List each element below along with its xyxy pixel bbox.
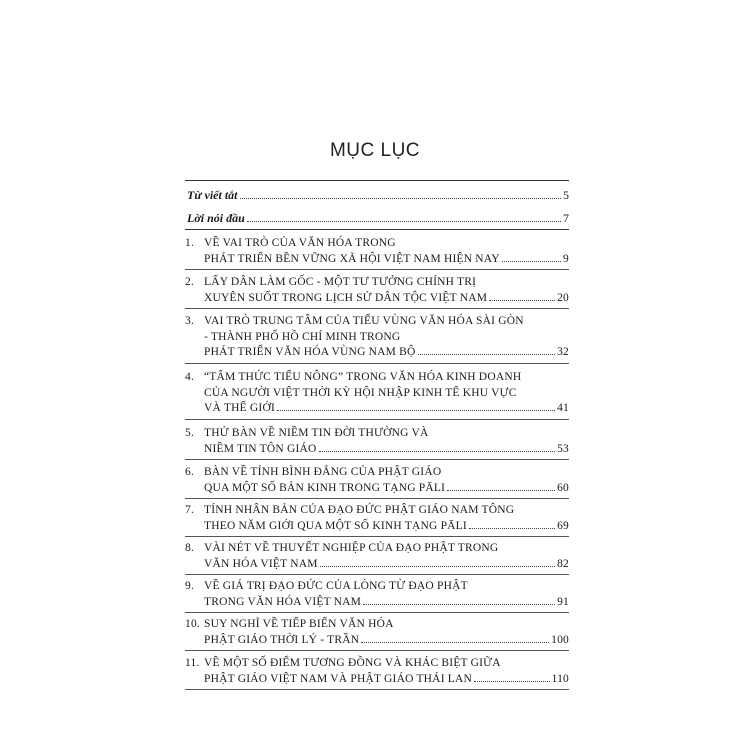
- toc-page-number: 9: [563, 252, 569, 265]
- dot-leader: [502, 261, 561, 262]
- toc-entry-title-line: THỬ BÀN VỀ NIỀM TIN ĐỜI THƯỜNG VÀ: [204, 427, 429, 439]
- toc-entry-title-line: QUA MỘT SỐ BẢN KINH TRONG TẠNG PĀLI: [204, 481, 446, 494]
- dot-leader: [277, 410, 555, 411]
- toc-entry-title-line: VỀ GIÁ TRỊ ĐẠO ĐỨC CỦA LÒNG TỪ ĐẠO PHẬT: [204, 580, 468, 592]
- dot-leader: [469, 528, 555, 529]
- dot-leader: [363, 604, 555, 605]
- toc-entry-number: 2.: [185, 276, 195, 288]
- toc-entry-title-line: XUYÊN SUỐT TRONG LỊCH SỬ DÂN TỘC VIỆT NAM: [204, 291, 488, 304]
- toc-entry-title-line: NIỀM TIN TÔN GIÁO: [204, 442, 317, 455]
- toc-entry-1[interactable]: [185, 236, 569, 270]
- dot-leader: [240, 198, 561, 199]
- toc-entry-8[interactable]: [185, 541, 569, 575]
- toc-page-number: 110: [551, 672, 569, 685]
- dot-leader: [474, 681, 550, 682]
- toc-entry-number: 11.: [185, 657, 200, 669]
- toc-entry-number: 8.: [185, 542, 195, 554]
- toc-entry-number: 6.: [185, 466, 195, 478]
- toc-entry-title-line: PHÁT TRIỂN BỀN VỮNG XÃ HỘI VIỆT NAM HIỆN NAY: [204, 252, 500, 265]
- toc-page-number: 41: [557, 402, 569, 414]
- dot-leader: [320, 566, 555, 567]
- toc-entry-3[interactable]: [185, 314, 569, 364]
- toc-page-number: 69: [557, 519, 569, 532]
- toc-entry-5[interactable]: [185, 426, 569, 460]
- separator-rule: [185, 229, 569, 230]
- toc-front-item-preface[interactable]: [187, 211, 569, 226]
- dot-leader: [361, 642, 549, 643]
- dot-leader: [418, 354, 556, 355]
- toc-page-number: 82: [557, 557, 569, 570]
- toc-page-number: 7: [563, 211, 569, 225]
- toc-entry-number: 10.: [185, 618, 200, 630]
- toc-page-number: 91: [557, 595, 569, 608]
- dot-leader: [247, 221, 561, 222]
- toc-entry-2[interactable]: [185, 275, 569, 309]
- toc-entry-title-line: VỀ MỘT SỐ ĐIỂM TƯƠNG ĐỒNG VÀ KHÁC BIỆT GIỮA: [204, 657, 501, 669]
- toc-entry-title-line: TRONG VĂN HÓA VIỆT NAM: [204, 595, 362, 608]
- toc-entry-title-line: VAI TRÒ TRUNG TÂM CỦA TIỂU VÙNG VĂN HÓA SÀI GÒN: [204, 315, 524, 327]
- toc-front-item-abbreviations[interactable]: [187, 188, 569, 203]
- toc-entry-number: 3.: [185, 315, 195, 327]
- toc-entry-title-line: PHÁT TRIỂN VĂN HÓA VÙNG NAM BỘ: [204, 346, 416, 358]
- toc-front-label: Lời nói đầu: [187, 211, 245, 225]
- toc-page-number: 60: [557, 481, 569, 494]
- toc-entry-4[interactable]: [185, 370, 569, 420]
- toc-entry-number: 9.: [185, 580, 195, 592]
- toc-entry-title-line: VĂN HÓA VIỆT NAM: [204, 557, 318, 570]
- dot-leader: [447, 490, 555, 491]
- top-rule: [185, 180, 569, 181]
- dot-leader: [489, 300, 555, 301]
- toc-entry-title-line: PHẬT GIÁO VIỆT NAM VÀ PHẬT GIÁO THÁI LAN: [204, 672, 473, 685]
- toc-entry-7[interactable]: [185, 503, 569, 537]
- toc-page-number: 20: [557, 291, 569, 304]
- toc-front-label: Từ viết tắt: [187, 188, 238, 202]
- toc-entry-title-line: BÀN VỀ TÍNH BÌNH ĐẲNG CỦA PHẬT GIÁO: [204, 466, 442, 478]
- toc-page-number: 32: [557, 346, 569, 358]
- toc-entry-title-line: TÍNH NHÂN BẢN CỦA ĐẠO ĐỨC PHẬT GIÁO NAM TÔNG: [204, 504, 515, 516]
- toc-entry-9[interactable]: [185, 579, 569, 613]
- toc-entry-title-line: SUY NGHĨ VỀ TIẾP BIẾN VĂN HÓA: [204, 618, 394, 630]
- toc-entry-title-line: CỦA NGƯỜI VIỆT THỜI KỲ HỘI NHẬP KINH TẾ KHU VỰC: [204, 386, 517, 399]
- toc-entry-title-line: - THÀNH PHỐ HỒ CHÍ MINH TRONG: [204, 330, 401, 343]
- page-title: MỤC LỤC: [329, 140, 421, 161]
- toc-entry-title-line: PHẬT GIÁO THỜI LÝ - TRẦN: [204, 633, 360, 646]
- toc-entry-title-line: “TÂM THỨC TIỂU NÔNG” TRONG VĂN HÓA KINH DOANH: [204, 371, 522, 383]
- dot-leader: [319, 451, 556, 452]
- toc-entry-10[interactable]: [185, 617, 569, 651]
- toc-entry-title-line: VÀ THẾ GIỚI: [204, 402, 275, 414]
- toc-entry-number: 4.: [185, 371, 195, 383]
- toc-entry-number: 1.: [185, 237, 195, 249]
- toc-page-number: 5: [563, 188, 569, 202]
- toc-entry-title-line: THEO NĂM GIỚI QUA MỘT SỐ KINH TẠNG PĀLI: [204, 519, 467, 532]
- toc-entry-title-line: VỀ VAI TRÒ CỦA VĂN HÓA TRONG: [204, 237, 396, 249]
- toc-entry-number: 7.: [185, 504, 195, 516]
- toc-page-number: 53: [557, 442, 569, 455]
- toc-entry-number: 5.: [185, 427, 195, 439]
- toc-entry-title-line: LẤY DÂN LÀM GỐC - MỘT TƯ TƯỞNG CHÍNH TRỊ: [204, 276, 477, 288]
- toc-entry-6[interactable]: [185, 465, 569, 499]
- toc-page-number: 100: [551, 633, 569, 646]
- toc-entry-title-line: VÀI NÉT VỀ THUYẾT NGHIỆP CỦA ĐẠO PHẬT TRONG: [204, 542, 499, 554]
- toc-entry-11[interactable]: [185, 656, 569, 690]
